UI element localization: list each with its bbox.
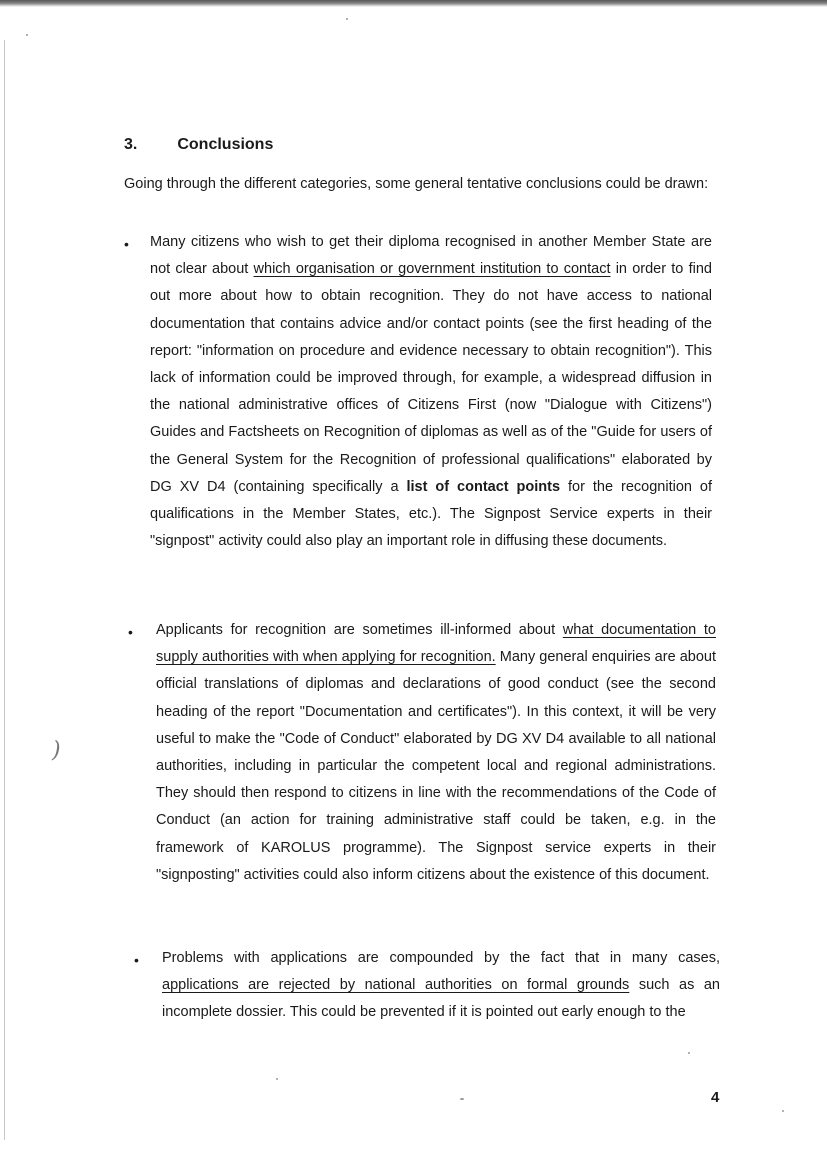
bullet-paragraph-contact-information (150, 229, 712, 555)
section-title: Conclusions (177, 136, 274, 153)
scan-speck (346, 18, 348, 20)
scan-speck (460, 1098, 464, 1100)
scan-speck (782, 1110, 784, 1112)
bullet-text: for the recognition of qualifications in the Member States, etc.). The Signpost Service experts in their "signpost" activity could also play an important role in diffusing these documents. (150, 478, 712, 550)
bullet-text: Problems with applications are compounded by the fact that in many cases, (162, 950, 720, 966)
scan-edge-left (4, 40, 5, 1140)
bullet-text: Many general enquiries are about official translations of diplomas and declarations of good conduct (see the second heading of the report "Documentation and certificates"). In this context, it will be very useful to make the "Code of Conduct" elaborated by DG XV D4 available to all national authorities, including in particular the competent local and regional administrations. They should then respond to citizens in line with the recommendations of the Code of Conduct (an action for training administrative staff could be taken, e.g. in the framework of KAROLUS programme). The Signpost service experts in their "signposting" activities could also inform citizens about the existence of this document. (156, 649, 716, 883)
intro-paragraph: Going through the different categories, some general tentative conclusions could be drawn: (124, 176, 709, 192)
bullet-text: in order to find out more about how to obtain recognition. They do not have access to national documentation that contains advice and/or contact points (see the first heading of the report: "information on procedure and evidence necessary to obtain recognition"). This lack of information could be improved through, for example, a widespread diffusion in the national administrative offices of Citizens First (now "Dialogue with Citizens") Guides and Factsheets on Recognition of diplomas as well as of the "Guide for users of the General System for the Recognition of professional qualifications" elaborated by DG XV D4 (containing specifically a (150, 261, 712, 495)
underlined-phrase: applications are rejected by national authorities on formal grounds (162, 977, 630, 994)
section-heading (124, 136, 273, 154)
bullet-marker: • (124, 236, 129, 252)
scan-edge-top (0, 0, 827, 7)
scan-speck (26, 34, 28, 36)
bullet-text: such as an incomplete dossier. This could be prevented if it is pointed out early enough to the (162, 977, 720, 1021)
bullet-text: Many citizens who wish to get their diploma recognised in another Member State are not clear about (150, 234, 712, 278)
page-number: 4 (711, 1089, 720, 1106)
bullet-marker: • (134, 952, 139, 968)
scan-speck (688, 1052, 690, 1054)
section-number: 3. (124, 136, 138, 153)
scan-mark: ) (52, 738, 61, 763)
underlined-phrase: which organisation or government institution to contact (253, 261, 611, 278)
underlined-phrase: what documentation to supply authorities with when applying for recognition. (156, 622, 716, 666)
bold-phrase: list of contact points (406, 478, 561, 495)
bullet-text: Applicants for recognition are sometimes ill-informed about (156, 622, 563, 638)
bullet-marker: • (128, 624, 133, 640)
scan-speck (276, 1078, 278, 1080)
bullet-paragraph-applications (162, 945, 720, 1027)
bullet-paragraph-documentation (156, 617, 716, 889)
